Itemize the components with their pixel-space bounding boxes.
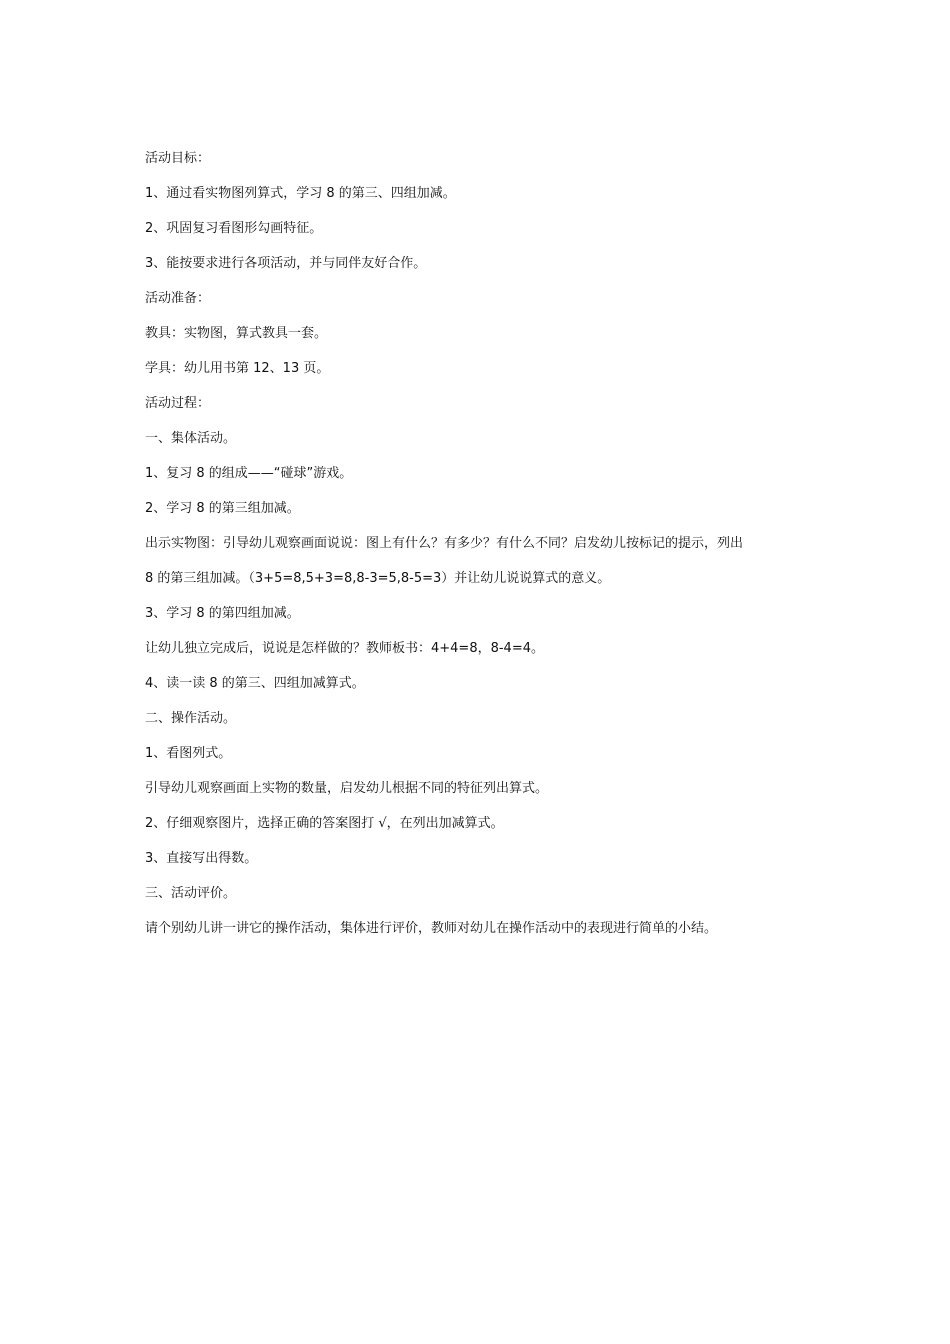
section-operation-activity: 二、操作活动。 <box>145 711 237 726</box>
process-step-3-detail: 让幼儿独立完成后，说说是怎样做的？教师板书：4+4=8，8-4=4。 <box>145 641 544 656</box>
preparation-teaching-aids: 教具：实物图，算式教具一套。 <box>145 326 328 341</box>
operation-step-1-detail: 引导幼儿观察画面上实物的数量，启发幼儿根据不同的特征列出算式。 <box>145 781 549 796</box>
operation-step-1: 1、看图列式。 <box>145 746 232 761</box>
preparation-learning-aids: 学具：幼儿用书第 12、13 页。 <box>145 361 330 376</box>
process-step-2-detail-line-2: 8 的第三组加减。（3+5=8,5+3=8,8-3=5,8-5=3）并让幼儿说说算式的意义。 <box>145 571 611 586</box>
evaluation-detail: 请个别幼儿讲一讲它的操作活动，集体进行评价，教师对幼儿在操作活动中的表现进行简单的小结。 <box>145 921 718 936</box>
process-step-1: 1、复习 8 的组成——“碰球”游戏。 <box>145 466 353 481</box>
process-step-4: 4、读一读 8 的第三、四组加减算式。 <box>145 676 365 691</box>
goal-item-2: 2、巩固复习看图形勾画特征。 <box>145 221 323 236</box>
process-step-2-detail-line-1: 出示实物图：引导幼儿观察画面说说：图上有什么？有多少？有什么不同？启发幼儿按标记的提示，列出 <box>145 536 744 551</box>
process-step-3: 3、学习 8 的第四组加减。 <box>145 606 300 621</box>
operation-step-2: 2、仔细观察图片，选择正确的答案图打 √，在列出加减算式。 <box>145 816 504 831</box>
heading-goals: 活动目标： <box>145 151 211 166</box>
heading-preparation: 活动准备： <box>145 291 211 306</box>
document-body <box>145 148 815 953</box>
section-group-activity: 一、集体活动。 <box>145 431 237 446</box>
process-step-2: 2、学习 8 的第三组加减。 <box>145 501 300 516</box>
section-evaluation: 三、活动评价。 <box>145 886 237 901</box>
goal-item-1: 1、通过看实物图列算式，学习 8 的第三、四组加减。 <box>145 186 456 201</box>
operation-step-3: 3、直接写出得数。 <box>145 851 258 866</box>
heading-process: 活动过程： <box>145 396 211 411</box>
goal-item-3: 3、能按要求进行各项活动，并与同伴友好合作。 <box>145 256 427 271</box>
